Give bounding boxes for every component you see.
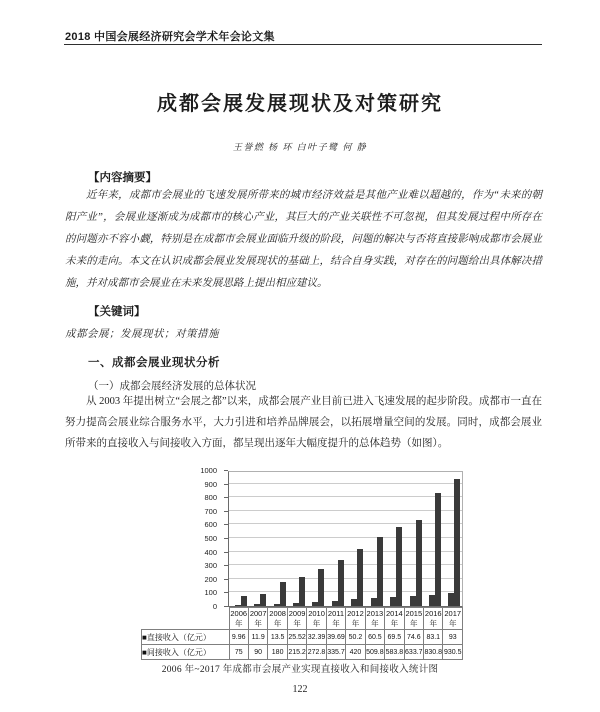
table-value: 83.1 xyxy=(424,630,443,645)
table-row xyxy=(142,608,463,630)
chart-caption: 2006 年~2017 年成都市会展产业实现直接收入和间接收入统计图 xyxy=(161,665,439,675)
legend-indirect-income: ■间接收入（亿元） xyxy=(142,645,230,660)
income-bar-chart xyxy=(141,465,463,660)
bar-indirect-income xyxy=(416,520,422,606)
bar-indirect-income xyxy=(396,527,402,606)
y-tick-label: 400 xyxy=(204,547,217,557)
x-axis-label: 2013 年 xyxy=(366,608,384,628)
table-value: 335.7 xyxy=(326,645,345,660)
bar-group xyxy=(404,472,423,606)
authors: 王誉燃 杨 环 白叶子鹭 何 静 xyxy=(232,142,368,152)
table-value: 215.2 xyxy=(287,645,306,660)
bar-group xyxy=(326,472,345,606)
bars-container xyxy=(229,472,462,606)
table-value: 93 xyxy=(443,630,463,645)
x-axis-label: 2007 年 xyxy=(249,608,267,628)
bar-indirect-income xyxy=(318,569,324,606)
y-tick-label: 100 xyxy=(204,588,217,598)
bar-group xyxy=(443,472,462,606)
y-tick-mark xyxy=(224,484,228,485)
header-title: 2018 中国会展经济研究会学术年会论文集 xyxy=(65,31,275,43)
x-axis-label: 2017 年 xyxy=(444,608,462,628)
y-tick-label: 500 xyxy=(204,534,217,543)
y-tick-mark xyxy=(224,524,228,525)
x-axis-label: 2008 年 xyxy=(269,608,286,628)
abstract-label: 【内容摘要】 xyxy=(88,172,157,184)
y-tick-label: 600 xyxy=(204,520,217,530)
x-axis-label: 2006 年 xyxy=(230,608,248,628)
table-value: 272.8 xyxy=(307,645,326,660)
table-value: 50.2 xyxy=(346,630,365,645)
bar-indirect-income xyxy=(299,577,305,606)
x-axis-label: 2015 年 xyxy=(405,608,423,628)
table-value: 633.7 xyxy=(404,645,423,660)
legend-direct-income: ■直接收入（亿元） xyxy=(142,630,230,645)
bar-group xyxy=(248,472,267,606)
table-value: 830.8 xyxy=(424,645,443,660)
table-value: 75 xyxy=(229,645,248,660)
bar-group xyxy=(365,472,384,606)
table-value: 509.8 xyxy=(365,645,384,660)
y-tick-mark xyxy=(224,565,228,566)
y-tick-label: 800 xyxy=(204,493,217,503)
table-value: 32.39 xyxy=(307,630,326,645)
y-tick-label: 0 xyxy=(212,602,217,611)
x-axis-label: 2014 年 xyxy=(386,608,403,628)
table-value: 180 xyxy=(268,645,287,660)
bar-group xyxy=(346,472,365,606)
table-value: 13.5 xyxy=(268,630,287,645)
body-paragraph: 从 2003 年提出树立“会展之都”以来，成都会展产业目前已进入飞速发展的起步阶段。成都市一直在努力提高会展业综合服务水平，大力引进和培养品牌展会，以拓展增量空间的发展。同时，成都会展业所带来的直接收入与间接收入方面，都呈现出逐年大幅度提升的总体趋势（如图）。 xyxy=(65,396,542,449)
table-row xyxy=(142,630,463,645)
bar-indirect-income xyxy=(454,479,460,606)
y-tick-mark xyxy=(224,579,228,580)
bar-indirect-income xyxy=(435,493,441,606)
y-tick-mark xyxy=(224,606,228,607)
table-value: 930.5 xyxy=(443,645,463,660)
table-value: 583.8 xyxy=(385,645,404,660)
bar-indirect-income xyxy=(280,582,286,606)
table-value: 39.69 xyxy=(326,630,345,645)
x-axis-label: 2016 年 xyxy=(424,608,442,628)
chart-data-table xyxy=(141,607,463,660)
table-value: 9.96 xyxy=(229,630,248,645)
y-axis xyxy=(141,466,221,611)
paper-title: 成都会展发展现状及对策研究 xyxy=(157,93,443,115)
abstract-text: 近年来，成都市会展业的飞速发展所带来的城市经济效益是其他产业难以超越的，作为“未来的朝阳产业”，会展业逐渐成为成都市的核心产业，其巨大的产业关联性不可忽视，但其发展过程中所存在的问题亦不容小觑，特别是在成都市会展业面临升级的阶段，问题的解决与否将直接影响成都市会展业未来的走向。本文在认识成都会展业发展现状的基础上，结合自身实践，对存在的问题给出具体解决措施，并对成都市会展业在未来发展思路上提出相应建议。 xyxy=(65,190,542,289)
y-tick-mark xyxy=(224,497,228,498)
bar-indirect-income xyxy=(357,549,363,606)
table-value: 420 xyxy=(346,645,365,660)
bar-group xyxy=(229,472,248,606)
bar-group xyxy=(307,472,326,606)
x-axis-label: 2010 年 xyxy=(308,608,325,628)
table-value: 60.5 xyxy=(365,630,384,645)
y-tick-mark xyxy=(224,552,228,553)
y-tick-label: 700 xyxy=(204,506,217,516)
bar-indirect-income xyxy=(241,596,247,606)
x-axis-label: 2009 年 xyxy=(288,608,306,628)
table-value: 90 xyxy=(248,645,267,660)
bar-group xyxy=(423,472,442,606)
bar-group xyxy=(287,472,306,606)
bar-group xyxy=(384,472,403,606)
bar-indirect-income xyxy=(260,594,266,606)
y-tick-label: 1000 xyxy=(200,466,217,475)
header-rule xyxy=(64,44,542,45)
y-tick-label: 300 xyxy=(204,561,217,571)
bar-indirect-income xyxy=(377,537,383,606)
chart-plot-region xyxy=(141,465,463,611)
plot-area xyxy=(228,471,463,607)
table-value: 11.9 xyxy=(248,630,267,645)
section-heading: 一、成都会展业现状分析 xyxy=(88,357,220,369)
x-axis-label: 2011 年 xyxy=(327,608,345,628)
y-tick-mark xyxy=(224,511,228,512)
y-tick-mark xyxy=(224,470,228,471)
bar-group xyxy=(268,472,287,606)
subsection-heading: （一）成都会展经济发展的总体状况 xyxy=(88,381,256,392)
bar-indirect-income xyxy=(338,560,344,606)
y-tick-label: 900 xyxy=(204,479,217,489)
keywords-text: 成都会展；发展现状；对策措施 xyxy=(65,329,219,340)
y-tick-mark xyxy=(224,538,228,539)
page-number: 122 xyxy=(292,684,308,695)
table-value: 25.52 xyxy=(287,630,306,645)
table-value: 74.6 xyxy=(404,630,423,645)
y-tick-label: 200 xyxy=(204,574,217,584)
table-row xyxy=(142,645,463,660)
y-tick-mark xyxy=(224,592,228,593)
keywords-label: 【关键词】 xyxy=(88,306,146,318)
x-axis-label: 2012 年 xyxy=(347,608,364,628)
table-value: 69.5 xyxy=(385,630,404,645)
